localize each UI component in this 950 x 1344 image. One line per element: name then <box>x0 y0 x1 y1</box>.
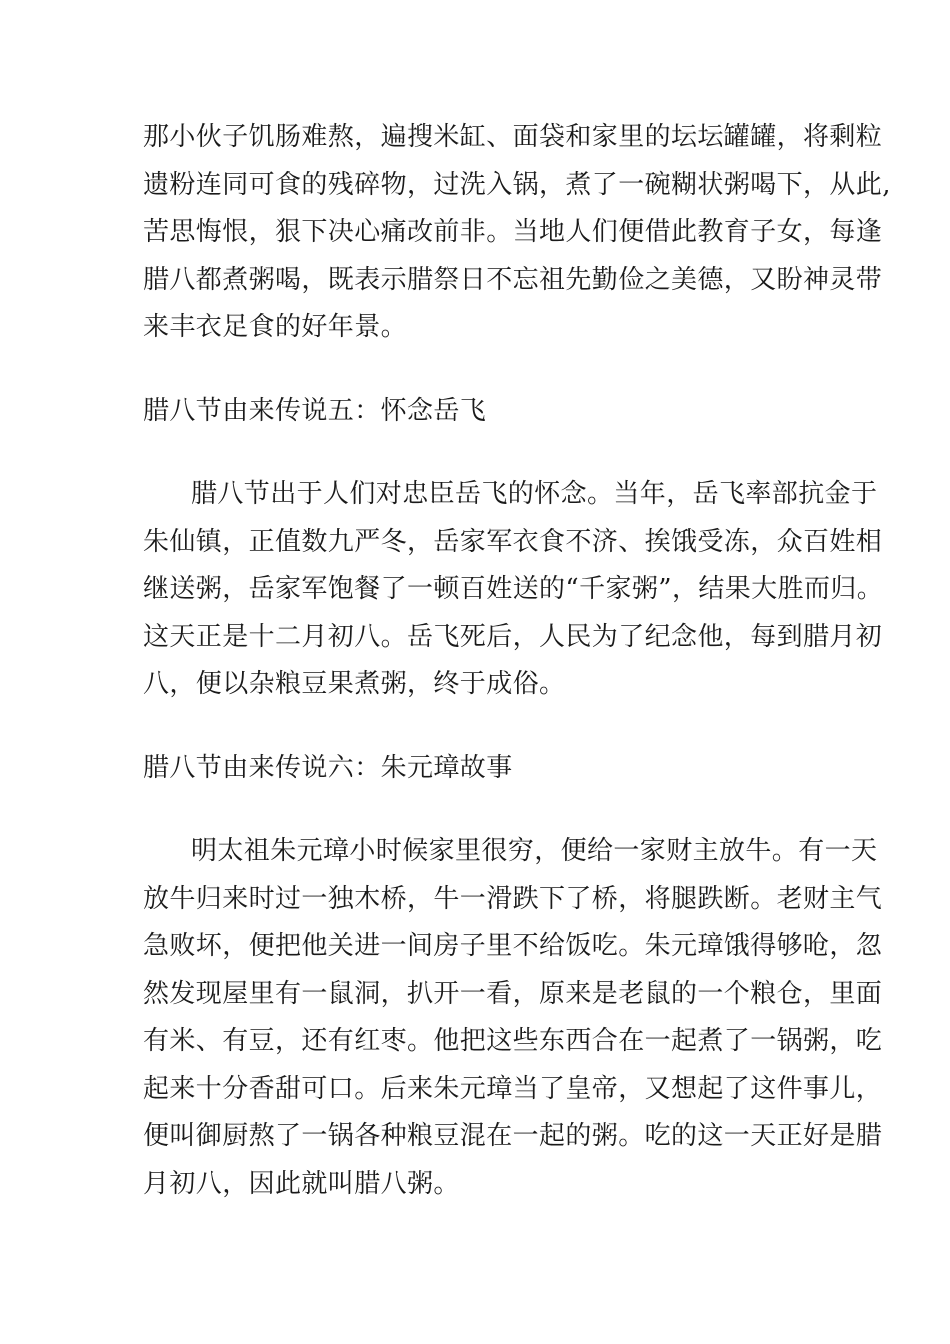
document-body <box>143 114 891 1208</box>
text-line: 急败坏，便把他关进一间房子里不给饭吃。朱元璋饿得够呛，忽 <box>143 931 883 961</box>
paragraph-spacer <box>143 352 813 388</box>
section-heading-5 <box>143 388 813 436</box>
paragraph-zhu-yuanzhang <box>143 828 883 1208</box>
paragraph-spacer <box>143 435 813 471</box>
text-line: 那小伙子饥肠难熬，遍搜米缸、面袋和家里的坛坛罐罐，将剩粒 <box>143 122 883 152</box>
text-line: 明太祖朱元璋小时候家里很穷，便给一家财主放牛。有一天 <box>191 836 878 866</box>
text-line: 八，便以杂粮豆果煮粥，终于成俗。 <box>143 669 566 699</box>
text-line: 来丰衣足食的好年景。 <box>143 312 408 342</box>
text-line: 这天正是十二月初八。岳飞死后，人民为了纪念他，每到腊月初 <box>143 621 883 652</box>
text-line: 有米、有豆，还有红枣。他把这些东西合在一起煮了一锅粥，吃 <box>143 1026 883 1056</box>
text-line: 放牛归来时过一独木桥，牛一滑跌下了桥，将腿跌断。老财主气 <box>143 883 883 914</box>
paragraph-spacer <box>143 792 813 828</box>
text-line: 然发现屋里有一鼠洞，扒开一看，原来是老鼠的一个粮仓，里面 <box>143 978 883 1009</box>
text-line: 苦思悔恨，狠下决心痛改前非。当地人们便借此教育子女，每逢 <box>143 217 883 247</box>
text-line: 腊八节出于人们对忠臣岳飞的怀念。当年，岳飞率部抗金于 <box>191 479 878 509</box>
text-line: 起来十分香甜可口。后来朱元璋当了皇帝，又想起了这件事儿， <box>143 1073 883 1104</box>
heading-text: 腊八节由来传说五：怀念岳飞 <box>143 395 487 426</box>
text-line: 朱仙镇，正值数九严冬，岳家军衣食不济、挨饿受冻，众百姓相 <box>143 526 883 557</box>
paragraph-spacer <box>143 709 813 745</box>
text-line: 遗粉连同可食的残碎物，过洗入锅，煮了一碗糊状粥喝下，从此, <box>143 169 891 200</box>
text-line: 月初八，因此就叫腊八粥。 <box>143 1168 460 1199</box>
paragraph-continuation <box>143 114 891 352</box>
section-heading-6 <box>143 745 813 793</box>
paragraph-yue-fei <box>143 471 884 709</box>
text-line: 继送粥，岳家军饱餐了一顿百姓送的“千家粥”，结果大胜而归。 <box>143 574 884 604</box>
text-line: 腊八都煮粥喝，既表示腊祭日不忘祖先勤俭之美德，又盼神灵带 <box>143 264 883 295</box>
heading-text: 腊八节由来传说六：朱元璋故事 <box>143 752 513 783</box>
text-line: 便叫御厨熬了一锅各种粮豆混在一起的粥。吃的这一天正好是腊 <box>143 1121 883 1151</box>
